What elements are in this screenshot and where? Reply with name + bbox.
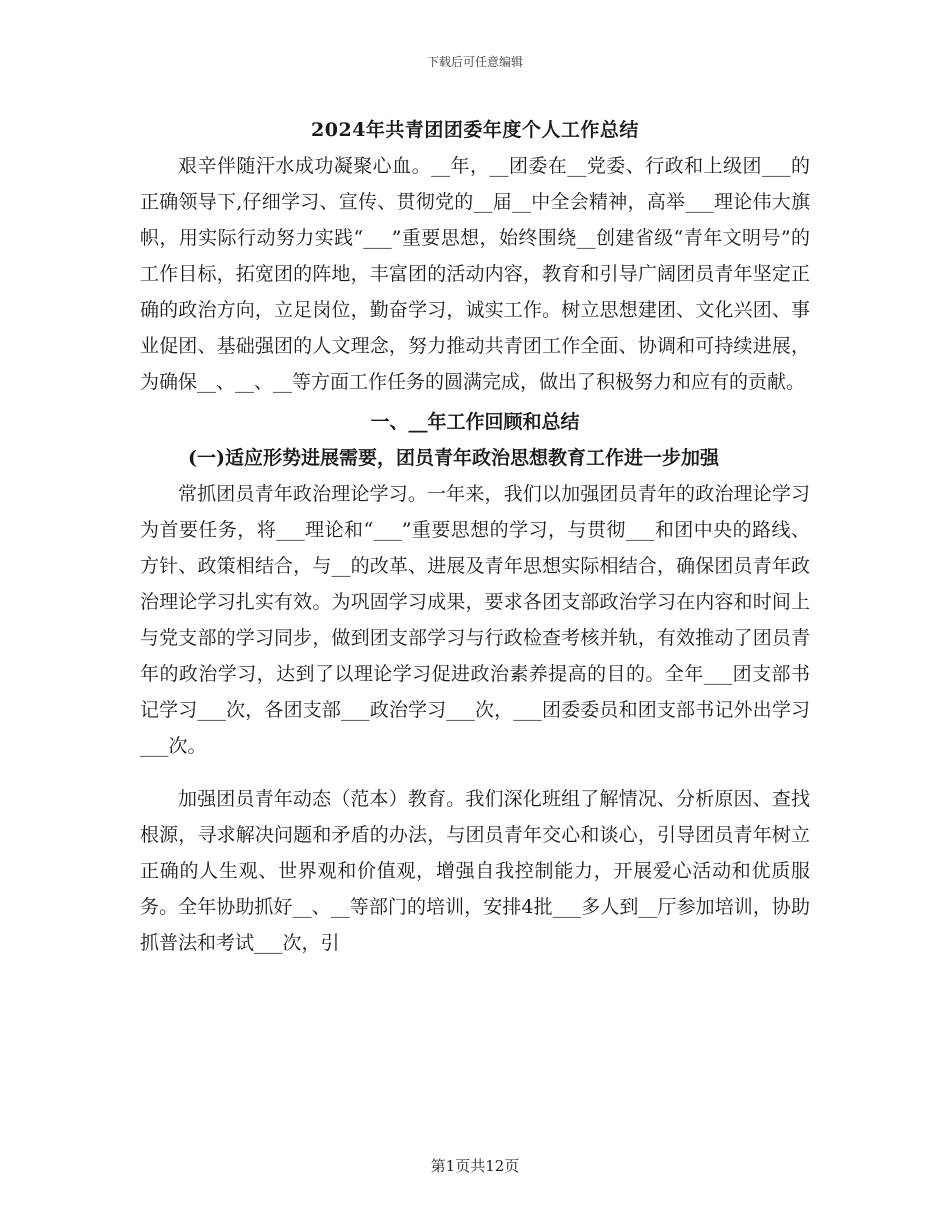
subsection-heading: (一)适应形势进展需要，团员青年政治思想教育工作进一步加强 [188,447,719,469]
document-title: 2024年共青团团委年度个人工作总结 [311,119,639,141]
body-paragraph-2: 加强团员青年动态（范本）教育。我们深化班组了解情况、分析原因、查找根源，寻求解决问题和矛盾的办法，与团员青年交心和谈心，引导团员青年树立正确的人生观、世界观和价值观，增强自我控制能力，开展爱心活动和优质服务。全年协助抓好__、__等部门的培训，安排4批___多人到__厅参加培训，协助抓普法和考试___次，引 [140,788,810,954]
section-heading: 一、__年工作回顾和总结 [370,411,580,433]
page-footer: 第1页共12页 [430,1157,520,1175]
document-body [140,148,810,961]
body-paragraph-1: 常抓团员青年政治理论学习。一年来，我们以加强团员青年的政治理论学习为首要任务，将___理论和“___”重要思想的学习，与贯彻___和团中央的路线、方针、政策相结合，与__的改革、进展及青年思想实际相结合，确保团员青年政治理论学习扎实有效。为巩固学习成果，要求各团支部政治学习在内容和时间上与党支部的学习同步，做到团支部学习与行政检查考核并轨，有效推动了团员青年的政治学习，达到了以理论学习促进政治素养提高的目的。全年___团支部书记学习___次，各团支部___政治学习___次，___团委委员和团支部书记外出学习___次。 [140,483,810,757]
intro-paragraph: 艰辛伴随汗水成功凝聚心血。__年，__团委在__党委、行政和上级团___的正确领导下,仔细学习、宣传、贯彻党的__届__中全会精神，高举___理论伟大旗帜，用实际行动努力实践“___”重要思想，始终围绕__创建省级“青年文明号”的工作目标，拓宽团的阵地，丰富团的活动内容，教育和引导广阔团员青年坚定正确的政治方向，立足岗位，勤奋学习，诚实工作。树立思想建团、文化兴团、事业促团、基础强团的人文理念，努力推动共青团工作全面、协调和可持续进展，为确保__、__、__等方面工作任务的圆满完成，做出了积极努力和应有的贡献。 [140,155,810,393]
header-note: 下载后可任意编辑 [426,55,523,69]
